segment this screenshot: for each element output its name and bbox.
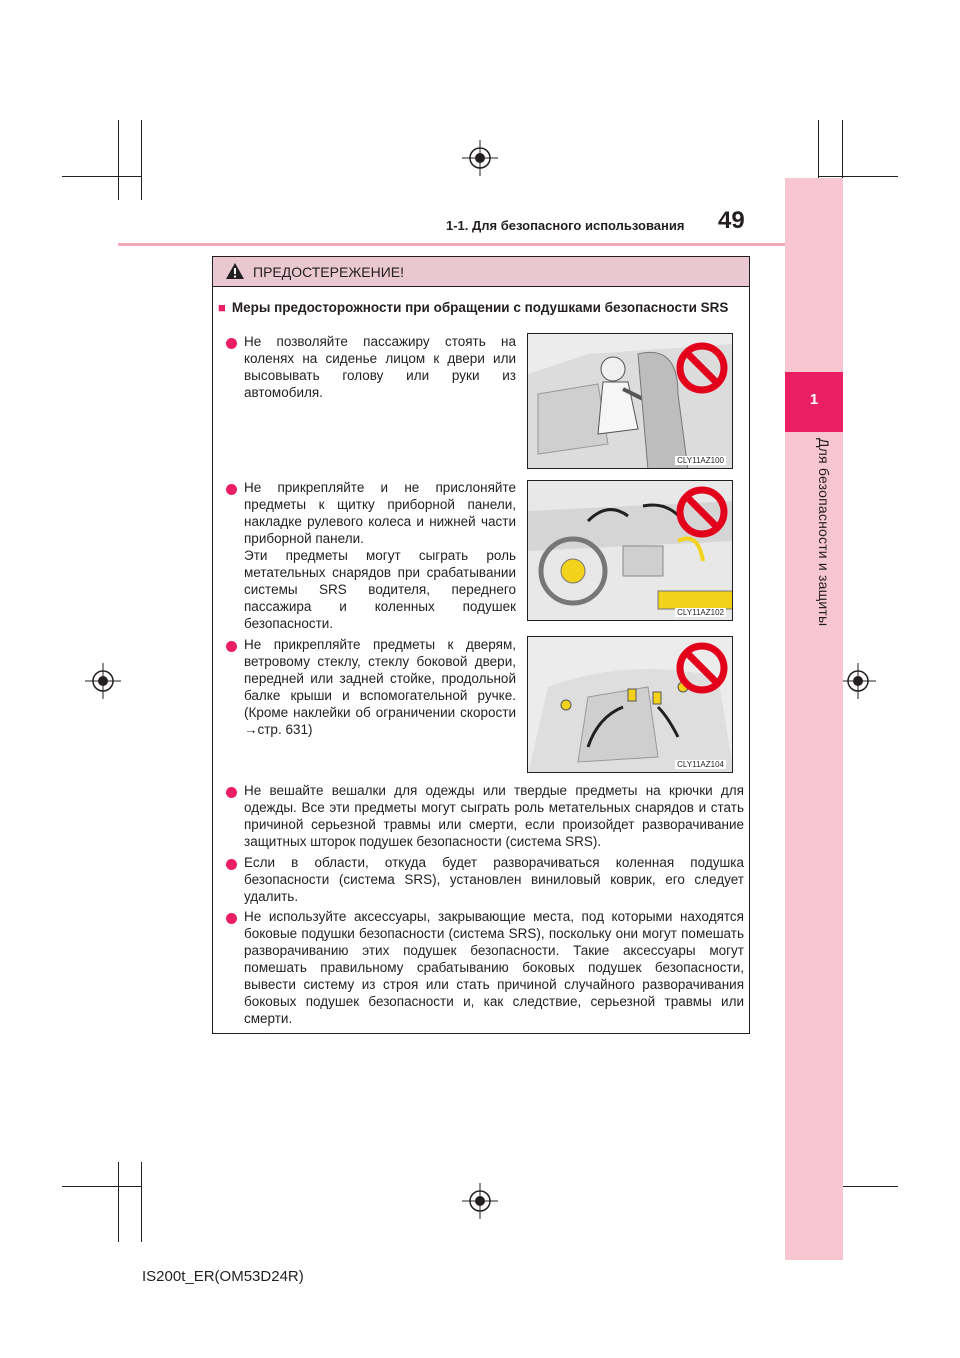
registration-mark-icon	[462, 140, 498, 176]
prohibited-icon	[676, 342, 728, 394]
warning-item: Не вешайте вешалки для одежды или твердые предметы на крючки для одежды. Все эти предметы могут сыграть роль метательных снарядов и стать причиной серьезной травмы или смерти, если произойдет разворачивание защитных шторок подушек безопасности (система SRS).	[244, 783, 744, 849]
bullet-icon	[226, 913, 237, 924]
chapter-tab	[785, 178, 843, 1260]
bullet-icon	[226, 787, 237, 798]
header-rule	[118, 243, 785, 246]
bullet-icon	[226, 484, 237, 495]
figure-code: CLY11AZ102	[677, 608, 724, 617]
page-number: 49	[718, 207, 745, 234]
warning-header	[213, 257, 749, 287]
bullet-icon	[226, 338, 237, 349]
registration-mark-icon	[85, 663, 121, 699]
registration-mark-icon	[462, 1183, 498, 1219]
warning-item: Не прикрепляйте и не прислоняйте предметы к щитку приборной панели, накладке рулевого колеса и нижней части приборной панели.	[244, 480, 516, 546]
warning-triangle-icon	[225, 262, 245, 280]
warning-item: Если в области, откуда будет разворачиваться коленная подушка безопасности (система SRS), установлен виниловый коврик, его следует удалить.	[244, 855, 744, 904]
warning-item: Не используйте аксессуары, закрывающие места, под которыми находятся боковые подушки безопасности (система SRS), поскольку они могут помешать разворачиванию этих подушек безопасности. Такие аксессуары могут помешать правильному срабатыванию боковых подушек безопасности, вывести систему из строя или стать причиной случайного разворачивания боковых подушек безопасности и, как следствие, серьезной травмы или смерти.	[244, 909, 744, 1026]
registration-mark-icon	[840, 663, 876, 699]
figure-passenger	[527, 333, 733, 469]
square-bullet-icon: ■	[218, 300, 226, 315]
model-code: IS200t_ER(OM53D24R)	[142, 1268, 304, 1285]
warning-section-title: ■ Меры предосторожности при обращении с подушками безопасности SRS	[218, 300, 729, 315]
bullet-icon	[226, 859, 237, 870]
prohibited-icon	[676, 642, 728, 694]
figure-code: CLY11AZ104	[677, 760, 724, 769]
warning-item: Не прикрепляйте предметы к дверям, ветровому стеклу, стеклу боковой двери, передней или задней стойке, продольной балке крыши и вспомогательной ручке. (Кроме наклейки об ограничении скорости →стр. 631)	[244, 637, 516, 737]
warning-item-note: Эти предметы могут сыграть роль метательных снарядов при срабатывании системы SRS водителя, переднего пассажира и коленных подушек безопасности.	[244, 548, 516, 631]
figure-code: CLY11AZ100	[677, 456, 724, 465]
chapter-title: Для безопасности и защиты	[816, 438, 832, 627]
warning-title: ПРЕДОСТЕРЕЖЕНИЕ!	[253, 264, 404, 280]
warning-item: Не позволяйте пассажиру стоять на коленях на сиденье лицом к двери или высовывать голову или руки из автомобиля.	[244, 334, 516, 400]
chapter-number: 1	[785, 372, 843, 432]
bullet-icon	[226, 641, 237, 652]
section-header: 1-1. Для безопасного использования	[446, 218, 685, 233]
figure-cabin	[527, 636, 733, 773]
prohibited-icon	[676, 486, 728, 538]
figure-dashboard	[527, 480, 733, 621]
